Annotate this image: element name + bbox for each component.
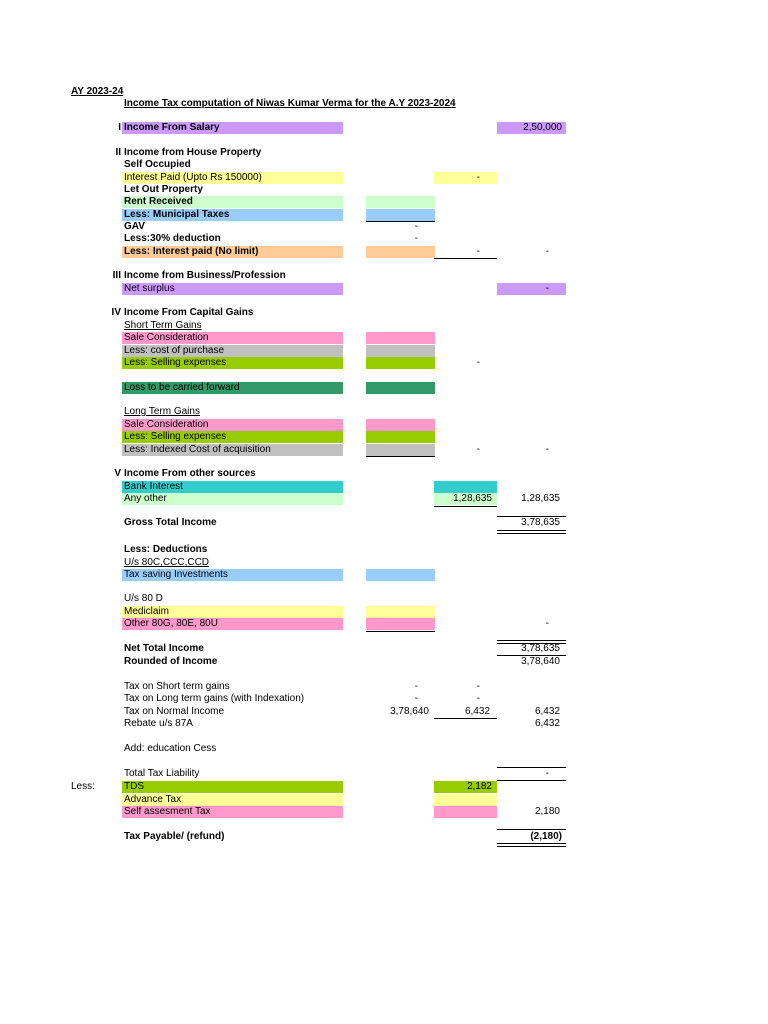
gross-double-underline bbox=[497, 530, 566, 534]
tax-normal-a: 3,78,640 bbox=[390, 706, 429, 717]
rent-input-fill bbox=[366, 196, 435, 208]
house-subtotal-underline bbox=[434, 258, 497, 259]
other-label: Income From other sources bbox=[124, 468, 256, 479]
ltg-underline bbox=[366, 456, 435, 457]
stg-cost-label: Less: cost of purchase bbox=[124, 345, 225, 356]
ltg-indexed-label: Less: Indexed Cost of acquisition bbox=[124, 444, 271, 455]
mediclaim-input-fill bbox=[366, 606, 435, 618]
salary-total: 2,50,000 bbox=[523, 122, 562, 133]
stg-label: Short Term Gains bbox=[124, 320, 202, 331]
deductions-label: Less: Deductions bbox=[124, 544, 208, 555]
ltg-selling-label: Less: Selling expenses bbox=[124, 431, 227, 442]
rent-label: Rent Received bbox=[124, 196, 193, 207]
other80-label: Other 80G, 80E, 80U bbox=[124, 618, 218, 629]
net-surplus-label: Net surplus bbox=[124, 283, 175, 294]
self-assess-label: Self assesment Tax bbox=[124, 806, 211, 817]
other-underline bbox=[434, 506, 497, 507]
less-total: 2,180 bbox=[534, 806, 560, 817]
tax-saving-input-fill bbox=[366, 569, 435, 581]
deduction30-label: Less:30% deduction bbox=[124, 233, 221, 244]
section-num-other: V bbox=[114, 468, 121, 479]
section-num-business: III bbox=[112, 270, 121, 281]
rounded-label: Rounded of Income bbox=[124, 656, 218, 667]
stg-value: - bbox=[476, 357, 480, 368]
municipal-label: Less: Municipal Taxes bbox=[124, 209, 230, 220]
stg-sale-input-fill bbox=[366, 332, 435, 344]
tds-fill bbox=[122, 781, 343, 793]
advance-input-fill bbox=[434, 794, 497, 806]
tax-normal-c: 6,432 bbox=[534, 706, 560, 717]
sheet-title: Income Tax computation of Niwas Kumar Verma for the A.Y 2023-2024 bbox=[124, 98, 456, 109]
bank-input-fill bbox=[434, 481, 497, 493]
salary-label: Income From Salary bbox=[124, 122, 220, 133]
rounded-value: 3,78,640 bbox=[521, 656, 560, 667]
interest-self-label: Interest Paid (Upto Rs 150000) bbox=[124, 172, 262, 183]
tax-long-b: - bbox=[476, 693, 480, 704]
other80-underline bbox=[366, 631, 435, 632]
stg-sale-label: Sale Consideration bbox=[124, 332, 209, 343]
gross-label: Gross Total Income bbox=[124, 517, 217, 528]
stg-selling-label: Less: Selling expenses bbox=[124, 357, 227, 368]
tax-long-a: - bbox=[414, 693, 418, 704]
cess-label: Add: education Cess bbox=[124, 743, 217, 754]
capital-label: Income From Capital Gains bbox=[124, 307, 254, 318]
sec80c-label: U/s 80C,CCC,CCD bbox=[124, 557, 210, 568]
net-value: 3,78,635 bbox=[521, 643, 560, 654]
self-occupied-label: Self Occupied bbox=[124, 159, 191, 170]
interest-let-value: - bbox=[476, 246, 480, 257]
tds-label: TDS bbox=[124, 781, 144, 792]
interest-let-label: Less: Interest paid (No limit) bbox=[124, 246, 259, 257]
rebate-label: Rebate u/s 87A bbox=[124, 718, 193, 729]
deduction30-value: - bbox=[414, 233, 418, 244]
loss-cf-label: Loss to be carried forward bbox=[124, 382, 240, 393]
stg-selling-input-fill bbox=[366, 357, 435, 369]
section-num-house: II bbox=[115, 147, 121, 158]
ltg-label: Long Term Gains bbox=[124, 406, 200, 417]
liability-underline bbox=[497, 780, 566, 781]
business-label: Income from Business/Profession bbox=[124, 270, 286, 281]
municipal-input-fill bbox=[366, 209, 435, 221]
let-out-label: Let Out Property bbox=[124, 184, 203, 195]
ltg-sale-label: Sale Consideration bbox=[124, 419, 209, 430]
payable-label: Tax Payable/ (refund) bbox=[124, 831, 225, 842]
tax-underline bbox=[434, 718, 497, 719]
gross-value: 3,78,635 bbox=[521, 517, 560, 528]
interest-self-value: - bbox=[476, 172, 480, 183]
ltg-sale-input-fill bbox=[366, 419, 435, 431]
liability-label: Total Tax Liability bbox=[124, 768, 200, 779]
tax-long-label: Tax on Long term gains (with Indexation) bbox=[124, 693, 305, 704]
any-other-value: 1,28,635 bbox=[453, 493, 492, 504]
section-num-capital: IV bbox=[111, 307, 121, 318]
any-other-label: Any other bbox=[124, 493, 167, 504]
net-label: Net Total Income bbox=[124, 643, 204, 654]
deductions-total: - bbox=[545, 618, 549, 629]
house-label: Income from House Property bbox=[124, 147, 262, 158]
tax-short-label: Tax on Short term gains bbox=[124, 681, 230, 692]
payable-top-line bbox=[497, 829, 566, 830]
payable-double-underline bbox=[497, 843, 566, 847]
loss-cf-input-fill bbox=[366, 382, 435, 394]
self-assess-input-fill bbox=[434, 806, 497, 818]
other80-input-fill bbox=[366, 618, 435, 630]
tax-normal-b: 6,432 bbox=[464, 706, 490, 717]
gav-label: GAV bbox=[124, 221, 145, 232]
ltg-indexed-input-fill bbox=[366, 444, 435, 456]
rebate-value: 6,432 bbox=[534, 718, 560, 729]
tds-value: 2,182 bbox=[466, 781, 492, 792]
interest-let-input-fill bbox=[366, 246, 435, 258]
less-label: Less: bbox=[71, 781, 95, 792]
other-total: 1,28,635 bbox=[521, 493, 560, 504]
liability-value: - bbox=[545, 768, 549, 779]
tax-normal-label: Tax on Normal Income bbox=[124, 706, 225, 717]
tax-short-a: - bbox=[414, 681, 418, 692]
bank-label: Bank Interest bbox=[124, 481, 183, 492]
house-total: - bbox=[545, 246, 549, 257]
business-total: - bbox=[545, 283, 549, 294]
stg-cost-input-fill bbox=[366, 345, 435, 357]
tax-short-b: - bbox=[476, 681, 480, 692]
section-num-salary: I bbox=[118, 122, 121, 133]
ltg-selling-input-fill bbox=[366, 431, 435, 443]
ltg-value: - bbox=[476, 444, 480, 455]
sec80d-label: U/s 80 D bbox=[124, 593, 163, 604]
advance-label: Advance Tax bbox=[124, 794, 182, 805]
payable-value: (2,180) bbox=[530, 831, 562, 842]
capital-total: - bbox=[545, 444, 549, 455]
gav-value: - bbox=[414, 221, 418, 232]
assessment-year: AY 2023-24 bbox=[71, 86, 124, 97]
tax-saving-label: Tax saving Investments bbox=[124, 569, 228, 580]
mediclaim-label: Mediclaim bbox=[124, 606, 170, 617]
